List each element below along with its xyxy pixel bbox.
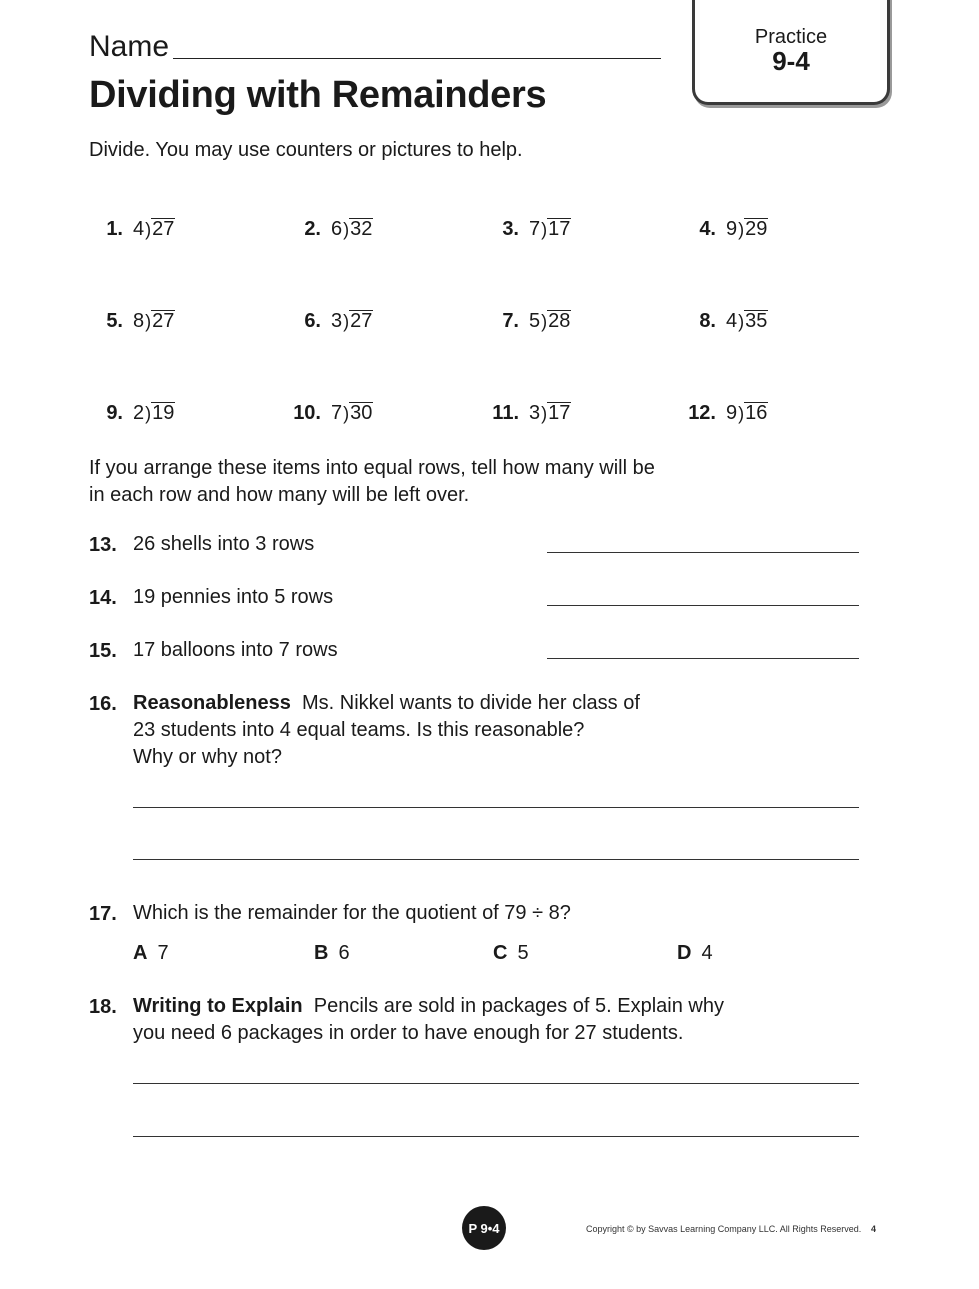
answer-line[interactable] bbox=[547, 658, 859, 659]
dividend: 32 bbox=[350, 218, 373, 240]
question-18-line2: you need 6 packages in order to have enough for 27 students. bbox=[133, 1022, 684, 1044]
question-number: 18. bbox=[89, 996, 117, 1018]
choice-a[interactable] bbox=[133, 942, 169, 965]
divisor: 4 bbox=[726, 310, 738, 332]
question-label: Reasonableness bbox=[133, 692, 291, 714]
rows-instructions-line2: in each row and how many will be left over. bbox=[89, 484, 470, 506]
question-16-line1: Ms. Nikkel wants to divide her class of bbox=[301, 692, 640, 714]
problem-number: 9. bbox=[106, 402, 123, 424]
dividend: 19 bbox=[152, 402, 175, 424]
divisor: 9 bbox=[726, 402, 738, 424]
problem-number: 10. bbox=[293, 402, 321, 424]
question-text: 19 pennies into 5 rows bbox=[133, 586, 334, 608]
choice-letter: A bbox=[133, 942, 148, 964]
choice-b[interactable] bbox=[314, 942, 350, 965]
question-18-text bbox=[133, 993, 724, 1047]
name-field[interactable] bbox=[173, 58, 661, 59]
division-bracket: ) bbox=[343, 218, 350, 240]
problem-number: 3. bbox=[502, 218, 519, 240]
divisor: 3 bbox=[529, 402, 541, 424]
division-bracket: ) bbox=[145, 402, 152, 424]
answer-line[interactable] bbox=[133, 1136, 859, 1137]
division-problem bbox=[106, 218, 175, 241]
problem-number: 8. bbox=[699, 310, 716, 332]
divisor: 6 bbox=[331, 218, 343, 240]
division-bracket: ) bbox=[738, 218, 745, 240]
divisor: 3 bbox=[331, 310, 343, 332]
answer-line[interactable] bbox=[547, 605, 859, 606]
divisor: 7 bbox=[331, 402, 343, 424]
divisor: 4 bbox=[133, 218, 145, 240]
question-number: 17. bbox=[89, 903, 117, 925]
division-problem bbox=[106, 310, 175, 333]
choice-value: 5 bbox=[517, 942, 529, 964]
practice-tab-number: 9-4 bbox=[772, 46, 810, 76]
choice-d[interactable] bbox=[677, 942, 713, 965]
page-badge: P 9•4 bbox=[462, 1206, 506, 1250]
question-label: Writing to Explain bbox=[133, 995, 303, 1017]
division-problem bbox=[304, 218, 373, 241]
division-problem bbox=[699, 310, 768, 333]
problem-number: 11. bbox=[492, 402, 519, 424]
question-number: 13. bbox=[89, 534, 117, 556]
problem-number: 2. bbox=[304, 218, 321, 240]
question-number: 16. bbox=[89, 693, 117, 715]
dividend: 17 bbox=[548, 218, 571, 240]
question-text: 17 balloons into 7 rows bbox=[133, 639, 338, 661]
divisor: 5 bbox=[529, 310, 541, 332]
division-problem bbox=[304, 310, 373, 333]
dividend: 30 bbox=[350, 402, 373, 424]
dividend: 28 bbox=[548, 310, 571, 332]
practice-tab-label: Practice bbox=[754, 26, 828, 48]
page-number: 4 bbox=[871, 1224, 877, 1234]
division-bracket: ) bbox=[738, 402, 745, 424]
problem-number: 5. bbox=[106, 310, 123, 332]
rows-instructions-line1: If you arrange these items into equal rows, tell how many will be bbox=[89, 457, 655, 479]
choice-letter: C bbox=[493, 942, 508, 964]
problem-number: 12. bbox=[688, 402, 716, 424]
division-bracket: ) bbox=[145, 218, 152, 240]
problem-number: 1. bbox=[106, 218, 123, 240]
problem-number: 4. bbox=[699, 218, 716, 240]
divisor: 2 bbox=[133, 402, 145, 424]
answer-line[interactable] bbox=[547, 552, 859, 553]
division-problem bbox=[699, 218, 768, 241]
question-text: 26 shells into 3 rows bbox=[133, 533, 315, 555]
divisor: 8 bbox=[133, 310, 145, 332]
problem-number: 6. bbox=[304, 310, 321, 332]
division-problem bbox=[688, 402, 768, 425]
choice-value: 7 bbox=[157, 942, 169, 964]
choice-c[interactable] bbox=[493, 942, 529, 965]
division-bracket: ) bbox=[145, 310, 152, 332]
division-bracket: ) bbox=[343, 310, 350, 332]
question-16-text bbox=[133, 690, 640, 771]
division-problem bbox=[502, 218, 571, 241]
division-problem bbox=[106, 402, 175, 425]
division-bracket: ) bbox=[541, 310, 548, 332]
answer-line[interactable] bbox=[133, 1083, 859, 1084]
choice-value: 6 bbox=[338, 942, 350, 964]
dividend: 29 bbox=[745, 218, 768, 240]
dividend: 27 bbox=[350, 310, 373, 332]
answer-line[interactable] bbox=[133, 859, 859, 860]
dividend: 27 bbox=[152, 218, 175, 240]
answer-line[interactable] bbox=[133, 807, 859, 808]
question-16-line3: Why or why not? bbox=[133, 746, 282, 768]
copyright: Copyright © by Savvas Learning Company LLC. All Rights Reserved. bbox=[586, 1224, 862, 1234]
rows-instructions bbox=[89, 455, 729, 509]
practice-tab bbox=[692, 0, 890, 105]
choice-value: 4 bbox=[701, 942, 713, 964]
choice-letter: D bbox=[677, 942, 692, 964]
divisor: 7 bbox=[529, 218, 541, 240]
instructions: Divide. You may use counters or pictures to help. bbox=[89, 139, 523, 161]
question-number: 14. bbox=[89, 587, 117, 609]
question-17-text: Which is the remainder for the quotient of 79 ÷ 8? bbox=[133, 902, 571, 924]
dividend: 27 bbox=[152, 310, 175, 332]
question-16-line2: 23 students into 4 equal teams. Is this reasonable? bbox=[133, 719, 585, 741]
division-bracket: ) bbox=[738, 310, 745, 332]
dividend: 17 bbox=[548, 402, 571, 424]
divisor: 9 bbox=[726, 218, 738, 240]
problem-number: 7. bbox=[502, 310, 519, 332]
division-bracket: ) bbox=[343, 402, 350, 424]
division-problem bbox=[492, 402, 571, 425]
name-label: Name bbox=[89, 30, 170, 63]
question-18-line1: Pencils are sold in packages of 5. Explain why bbox=[313, 995, 724, 1017]
dividend: 35 bbox=[745, 310, 768, 332]
division-bracket: ) bbox=[541, 218, 548, 240]
division-problem bbox=[502, 310, 571, 333]
question-number: 15. bbox=[89, 640, 117, 662]
page-title: Dividing with Remainders bbox=[89, 74, 547, 116]
division-bracket: ) bbox=[541, 402, 548, 424]
choice-letter: B bbox=[314, 942, 329, 964]
dividend: 16 bbox=[745, 402, 768, 424]
division-problem bbox=[293, 402, 373, 425]
